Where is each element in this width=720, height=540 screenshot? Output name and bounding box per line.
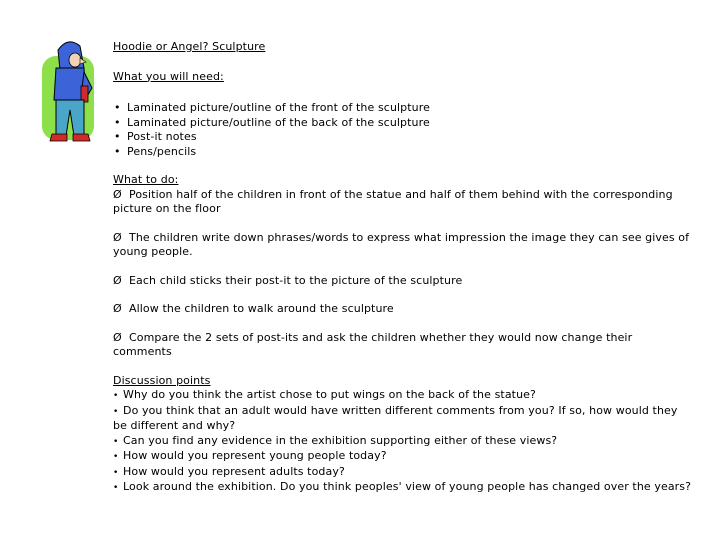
arrow-bullet-icon: Ø (113, 273, 122, 287)
discussion-item (113, 404, 693, 434)
discussion-text: How would you represent adults today? (123, 464, 345, 478)
discussion-text: Can you find any evidence in the exhibition supporting either of these views? (123, 433, 558, 447)
bullet-icon: • (113, 406, 119, 417)
discussion-text: Why do you think the artist chose to put wings on the back of the statue? (123, 388, 536, 401)
list-item: • Laminated picture/outline of the front of the sculpture (113, 101, 693, 116)
bullet-icon: • (113, 452, 119, 462)
arrow-bullet-icon: Ø (113, 302, 122, 315)
discussion-text: Look around the exhibition. Do you think peoples' view of young people has changed over the years? (123, 480, 692, 493)
need-heading: What you will need: (113, 69, 224, 83)
arrow-bullet-icon: Ø (113, 187, 122, 201)
discussion-item (113, 480, 693, 496)
list-item: • Laminated picture/outline of the back of the sculpture (113, 116, 693, 131)
step-item (113, 274, 693, 289)
bullet-icon: • (113, 436, 119, 447)
discussion-text: How would you represent young people today? (123, 449, 387, 462)
bullet-icon: • (113, 467, 119, 478)
arrow-bullet-icon: Ø (113, 230, 122, 244)
step-text: The children write down phrases/words to express what impression the image they can see gives of young people. (113, 230, 690, 258)
activity-sheet (113, 40, 693, 496)
step-text: Each child sticks their post-it to the picture of the sculpture (129, 273, 463, 287)
discussion-item (113, 465, 693, 481)
arrow-bullet-icon: Ø (113, 330, 122, 344)
discussion-item (113, 388, 693, 404)
todo-heading: What to do: (113, 173, 179, 186)
face (69, 53, 81, 67)
step-item (113, 231, 693, 260)
step-text: Allow the children to walk around the sculpture (129, 302, 394, 315)
page-title: Hoodie or Angel? Sculpture (113, 40, 266, 53)
need-list (113, 101, 693, 159)
discussion-text: Do you think that an adult would have written different comments from you? If so, how would they be different and why? (113, 403, 678, 432)
step-item (113, 188, 693, 217)
list-item: • Pens/pencils (113, 145, 693, 160)
discussion-item (113, 449, 693, 465)
bullet-icon: • (113, 391, 119, 401)
discussion-item (113, 434, 693, 450)
hoodie-boy-illustration (40, 38, 110, 148)
bullet-icon: • (113, 483, 119, 493)
step-text: Compare the 2 sets of post-its and ask the children whether they would now change their comments (113, 330, 633, 358)
list-item: • Post-it notes (113, 130, 693, 145)
step-item (113, 302, 693, 317)
left-shoe (50, 134, 67, 141)
step-text: Position half of the children in front of the statue and half of them behind with the corresponding picture on the floor (113, 187, 673, 215)
right-shoe (73, 134, 90, 141)
step-item (113, 331, 693, 360)
discussion-heading: Discussion points (113, 373, 211, 387)
